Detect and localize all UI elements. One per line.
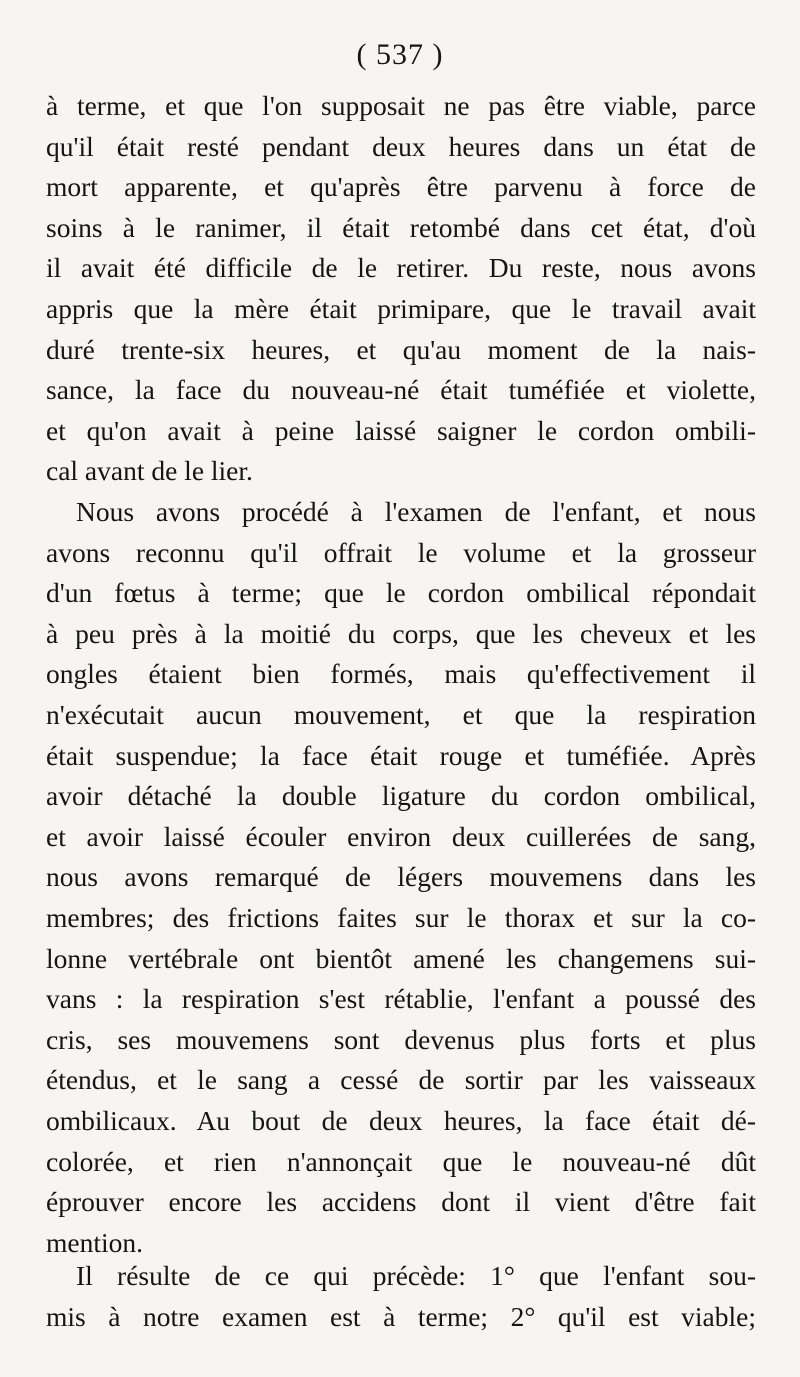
text-line: colorée, et rien n'annonçait que le nouveau-né dût	[46, 1145, 756, 1177]
text-line: mention.	[46, 1226, 144, 1258]
text-line: Nous avons procédé à l'examen de l'enfant, et nous	[76, 496, 756, 527]
text-line: n'exécutait aucun mouvement, et que la respiration	[46, 698, 756, 730]
paragraph-2	[46, 492, 756, 1263]
text-line: sance, la face du nouveau-né était tuméfiée et violette,	[46, 374, 756, 406]
text-line: vans : la respiration s'est rétablie, l'enfant a poussé des	[46, 983, 756, 1015]
text-line: il avait été difficile de le retirer. Du reste, nous avons	[46, 252, 756, 284]
paragraph-3	[46, 1256, 756, 1337]
text-line: éprouver encore les accidens dont il vient d'être fait	[46, 1186, 756, 1218]
text-line: à terme, et que l'on supposait ne pas être viable, parce	[46, 90, 756, 121]
text-line: était suspendue; la face était rouge et tuméfiée. Après	[46, 739, 756, 771]
text-line: et avoir laissé écouler environ deux cuillerées de sang,	[46, 820, 756, 852]
text-line: soins à le ranimer, il était retombé dans cet état, d'où	[46, 211, 756, 243]
text-line: Il résulte de ce qui précède: 1° que l'enfant sou-	[76, 1260, 756, 1291]
text-line: ombilicaux. Au bout de deux heures, la face était dé-	[46, 1104, 756, 1136]
text-line: membres; des frictions faites sur le thorax et sur la co-	[46, 901, 756, 933]
text-line: d'un fœtus à terme; que le cordon ombilical répondait	[46, 577, 756, 609]
text-line: lonne vertébrale ont bientôt amené les changemens sui-	[46, 942, 756, 974]
text-line: à peu près à la moitié du corps, que les cheveux et les	[46, 617, 756, 649]
text-line: mort apparente, et qu'après être parvenu à force de	[46, 171, 756, 203]
text-line: cal avant de le lier.	[46, 455, 253, 487]
text-line: étendus, et le sang a cessé de sortir par les vaisseaux	[46, 1064, 756, 1096]
text-line: qu'il était resté pendant deux heures dans un état de	[46, 130, 756, 162]
paragraph-1	[46, 86, 756, 492]
text-line: nous avons remarqué de légers mouvemens dans les	[46, 861, 756, 893]
text-line: ongles étaient bien formés, mais qu'effectivement il	[46, 658, 756, 690]
text-line: et qu'on avait à peine laissé saigner le cordon ombili-	[46, 414, 756, 446]
text-line: cris, ses mouvemens sont devenus plus forts et plus	[46, 1023, 756, 1055]
text-line: appris que la mère était primipare, que le travail avait	[46, 292, 756, 324]
text-line: mis à notre examen est à terme; 2° qu'il est viable;	[46, 1300, 756, 1332]
page-number: ( 537 )	[356, 38, 444, 71]
text-line: duré trente-six heures, et qu'au moment de la nais-	[46, 333, 756, 365]
text-line: avons reconnu qu'il offrait le volume et la grosseur	[46, 536, 756, 568]
text-line: avoir détaché la double ligature du cordon ombilical,	[46, 780, 756, 812]
